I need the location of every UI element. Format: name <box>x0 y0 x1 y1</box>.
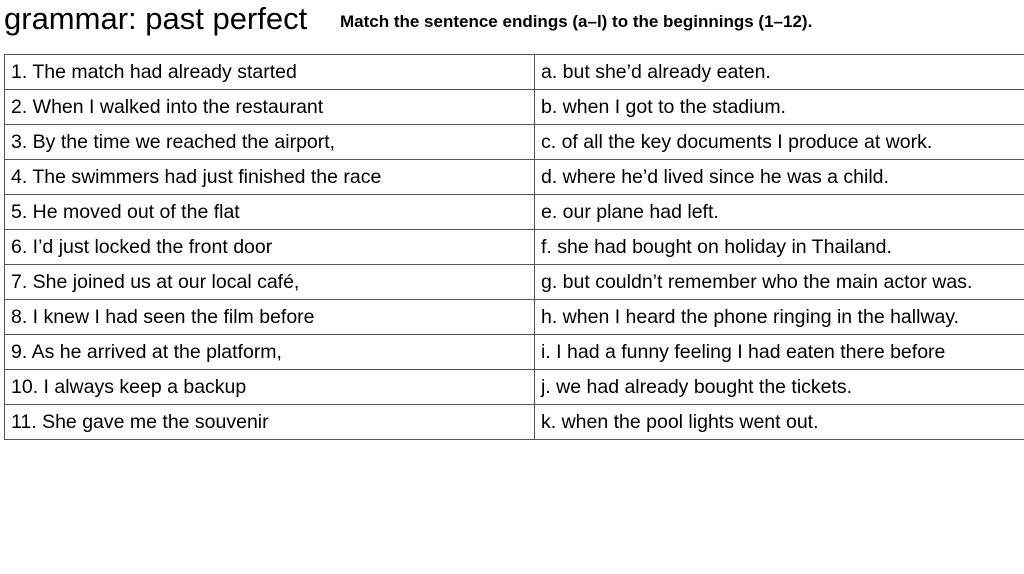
sentence-beginning-cell: 9. As he arrived at the platform, <box>5 335 535 370</box>
slide-header <box>4 0 1020 48</box>
table-row <box>5 370 1024 405</box>
sentence-ending-cell: h. when I heard the phone ringing in the hallway. <box>535 300 1024 335</box>
sentence-ending-cell: a. but she’d already eaten. <box>535 55 1024 90</box>
sentence-beginning-cell: 7. She joined us at our local café, <box>5 265 535 300</box>
sentence-ending-cell: f. she had bought on holiday in Thailand. <box>535 230 1024 265</box>
table-row <box>5 230 1024 265</box>
sentence-ending-cell: d. where he’d lived since he was a child. <box>535 160 1024 195</box>
table-row <box>5 265 1024 300</box>
table-row <box>5 90 1024 125</box>
sentence-ending-cell: b. when I got to the stadium. <box>535 90 1024 125</box>
sentence-beginning-cell: 1. The match had already started <box>5 55 535 90</box>
sentence-beginning-cell: 5. He moved out of the flat <box>5 195 535 230</box>
table-row <box>5 405 1024 440</box>
matching-table-body <box>5 55 1024 440</box>
table-row <box>5 300 1024 335</box>
sentence-beginning-cell: 3. By the time we reached the airport, <box>5 125 535 160</box>
table-row <box>5 125 1024 160</box>
slide-title: grammar: past perfect <box>4 1 308 36</box>
sentence-beginning-cell: 11. She gave me the souvenir <box>5 405 535 440</box>
sentence-beginning-cell: 6. I’d just locked the front door <box>5 230 535 265</box>
table-row <box>5 55 1024 90</box>
table-row <box>5 160 1024 195</box>
table-row <box>5 195 1024 230</box>
sentence-ending-cell: j. we had already bought the tickets. <box>535 370 1024 405</box>
sentence-ending-cell: e. our plane had left. <box>535 195 1024 230</box>
matching-table <box>4 54 1024 440</box>
sentence-ending-cell: g. but couldn’t remember who the main actor was. <box>535 265 1024 300</box>
sentence-beginning-cell: 4. The swimmers had just finished the race <box>5 160 535 195</box>
sentence-beginning-cell: 10. I always keep a backup <box>5 370 535 405</box>
sentence-beginning-cell: 8. I knew I had seen the film before <box>5 300 535 335</box>
sentence-beginning-cell: 2. When I walked into the restaurant <box>5 90 535 125</box>
sentence-ending-cell: i. I had a funny feeling I had eaten there before <box>535 335 1024 370</box>
sentence-ending-cell: k. when the pool lights went out. <box>535 405 1024 440</box>
sentence-ending-cell: c. of all the key documents I produce at work. <box>535 125 1024 160</box>
table-row <box>5 335 1024 370</box>
exercise-instructions: Match the sentence endings (a–l) to the beginnings (1–12). <box>340 12 813 31</box>
